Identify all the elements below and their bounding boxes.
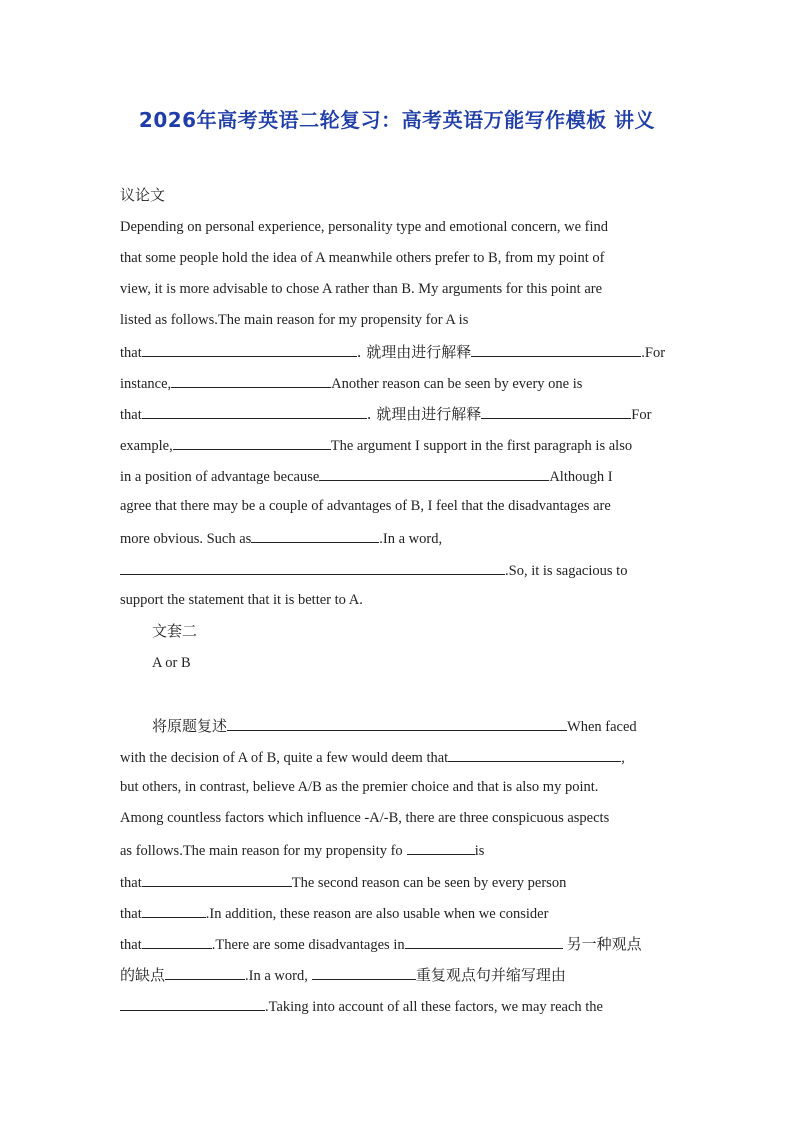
text-line: that some people hold the idea of A meanwhile others prefer to B, from my point of bbox=[120, 250, 605, 266]
text-line: 将原题复述 When faced bbox=[152, 717, 637, 735]
section-heading: 文套二 bbox=[152, 622, 198, 640]
text-line: that . 就理由进行解释 .For bbox=[120, 343, 666, 361]
text-line: in a position of advantage because Although I bbox=[120, 466, 613, 486]
text-line: with the decision of A of B, quite a few would deem that , bbox=[120, 747, 625, 767]
blank-line bbox=[120, 560, 505, 575]
blank-line bbox=[227, 716, 567, 731]
text-line: 的缺点 .In a word, 重复观点句并缩写理由 bbox=[120, 966, 566, 984]
blank-line bbox=[142, 404, 367, 419]
blank-line bbox=[142, 903, 206, 918]
blank-line bbox=[171, 373, 331, 388]
text-line: view, it is more advisable to chose A rather than B. My arguments for this point are bbox=[120, 281, 603, 297]
text-line: but others, in contrast, believe A/B as the premier choice and that is also my point. bbox=[120, 779, 599, 795]
text-line: listed as follows.The main reason for my propensity for A is bbox=[120, 312, 469, 328]
text-line: Depending on personal experience, personality type and emotional concern, we find bbox=[120, 219, 608, 235]
blank-line bbox=[142, 872, 292, 887]
page-title: 2026年高考英语二轮复习：高考英语万能写作模板 讲义 bbox=[138, 108, 656, 132]
text-line: support the statement that it is better to A. bbox=[120, 592, 363, 608]
text-line: .So, it is sagacious to bbox=[120, 560, 627, 580]
text-line: example, The argument I support in the first paragraph is also bbox=[120, 435, 632, 455]
section-heading: 议论文 bbox=[120, 186, 166, 204]
blank-line bbox=[251, 528, 379, 543]
blank-line bbox=[173, 435, 331, 450]
blank-line bbox=[471, 342, 641, 357]
text-line: that . 就理由进行解释 For bbox=[120, 405, 652, 423]
blank-line bbox=[120, 996, 265, 1011]
subheading: A or B bbox=[152, 655, 191, 671]
text-line: Among countless factors which influence -A/-B, there are three conspicuous aspects bbox=[120, 810, 610, 826]
text-line: that .In addition, these reason are also usable when we consider bbox=[120, 903, 548, 923]
text-line: agree that there may be a couple of advantages of B, I feel that the disadvantages are bbox=[120, 498, 611, 514]
blank-line bbox=[448, 747, 621, 762]
text-line: that The second reason can be seen by every person bbox=[120, 872, 566, 892]
blank-line bbox=[319, 466, 549, 481]
text-line: instance, Another reason can be seen by every one is bbox=[120, 373, 582, 393]
blank-line bbox=[312, 965, 416, 980]
text-line: .Taking into account of all these factors, we may reach the bbox=[120, 996, 603, 1016]
text-line: that .There are some disadvantages in 另一种观点 bbox=[120, 935, 642, 953]
text-line: as follows.The main reason for my propensity fo is bbox=[120, 840, 484, 860]
blank-line bbox=[142, 342, 357, 357]
blank-line bbox=[142, 934, 212, 949]
blank-line bbox=[405, 934, 563, 949]
blank-line bbox=[407, 840, 475, 855]
blank-line bbox=[165, 965, 245, 980]
blank-line bbox=[481, 404, 631, 419]
text-line: more obvious. Such as .In a word, bbox=[120, 528, 442, 548]
